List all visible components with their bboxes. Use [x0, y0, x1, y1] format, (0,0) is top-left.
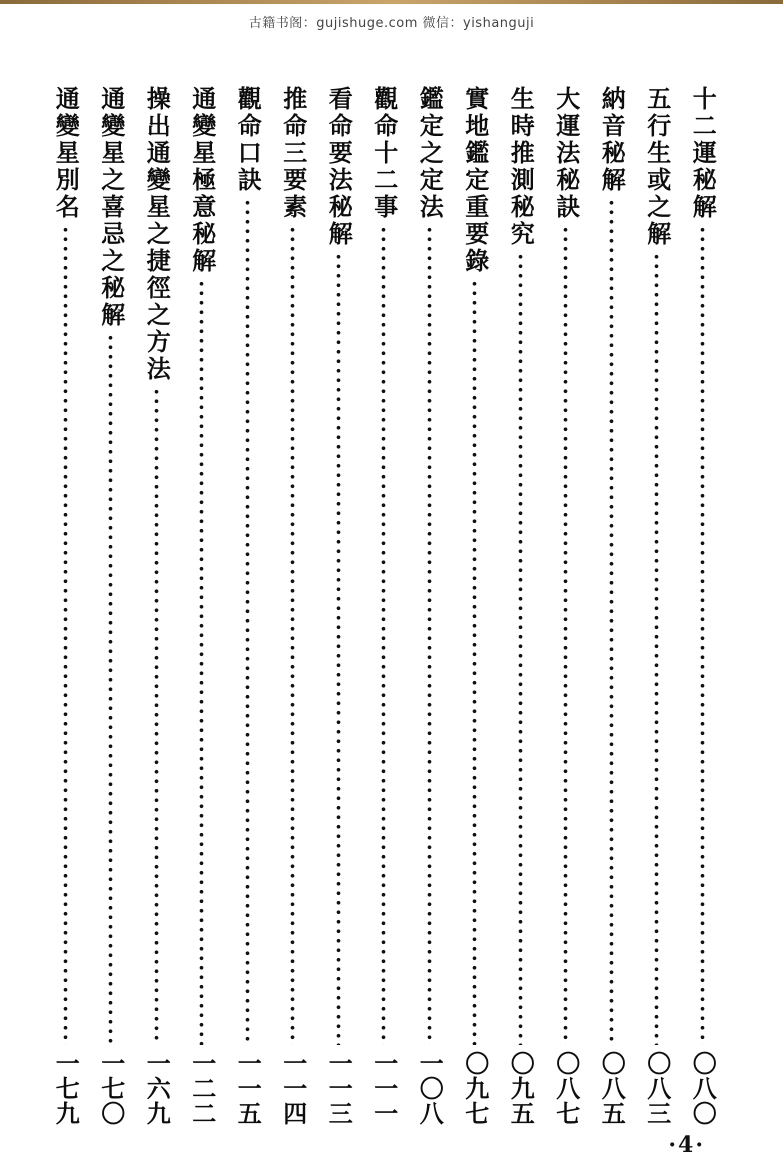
toc-entry: [225, 86, 271, 1126]
dot-leader: [108, 333, 113, 1045]
toc-column: [498, 86, 544, 1126]
toc-entry: [543, 86, 589, 1126]
toc-entry: [134, 86, 180, 1126]
entry-page-number: 一一三: [324, 1051, 354, 1126]
entry-title: 十二運秘解: [688, 86, 718, 221]
toc-column: [88, 86, 134, 1126]
dot-leader: [154, 387, 159, 1045]
dot-leader: [336, 252, 341, 1045]
toc-column: [179, 86, 225, 1126]
toc-entry: [589, 86, 635, 1126]
toc-column: [43, 86, 89, 1126]
toc-column: [589, 86, 635, 1126]
entry-page-number: 〇八七: [551, 1051, 581, 1126]
toc-column: [634, 86, 680, 1126]
entry-page-number: 〇八五: [597, 1051, 627, 1126]
dot-leader: [654, 252, 659, 1045]
entry-title: 納音秘解: [597, 86, 627, 194]
entry-page-number: 一〇八: [415, 1051, 445, 1126]
dot-leader: [199, 279, 204, 1045]
toc-entry: [452, 86, 498, 1126]
toc-column: [543, 86, 589, 1126]
toc-entry: [270, 86, 316, 1126]
entry-page-number: 〇八三: [642, 1051, 672, 1126]
toc-entry: [634, 86, 680, 1126]
entry-title: 五行生或之解: [642, 86, 672, 248]
toc-entry: [43, 86, 89, 1126]
entry-page-number: 一一四: [278, 1051, 308, 1126]
toc-column: [361, 86, 407, 1126]
entry-title: 生時推測秘究: [506, 86, 536, 248]
toc-entry: [179, 86, 225, 1126]
entry-page-number: 一六九: [142, 1051, 172, 1126]
toc-column: [316, 86, 362, 1126]
entry-page-number: 〇八〇: [688, 1051, 718, 1126]
dot-leader: [290, 225, 295, 1045]
entry-title: 看命要法秘解: [324, 86, 354, 248]
dot-leader: [63, 225, 68, 1045]
entry-title: 大運法秘訣: [551, 86, 581, 221]
toc-column: [452, 86, 498, 1126]
watermark-text: 古籍书阁：gujishuge.com 微信：yishanguji: [248, 16, 535, 31]
dot-leader: [245, 198, 250, 1045]
entry-page-number: 一七〇: [96, 1051, 126, 1126]
entry-title: 通變星別名: [51, 86, 81, 221]
entry-page-number: 一一一: [369, 1051, 399, 1126]
entry-page-number: 〇九七: [460, 1051, 490, 1126]
entry-page-number: 〇九五: [506, 1051, 536, 1126]
toc-column: [225, 86, 271, 1126]
toc-entry: [361, 86, 407, 1126]
entry-title: 通變星極意秘解: [187, 86, 217, 275]
dot-leader: [563, 225, 568, 1045]
entry-page-number: 一二二: [187, 1051, 217, 1126]
toc-entry: [407, 86, 453, 1126]
entry-title: 操出通變星之捷徑之方法: [142, 86, 172, 383]
table-of-contents: [43, 86, 726, 1126]
entry-title: 觀命十二事: [369, 86, 399, 221]
toc-entry: [498, 86, 544, 1126]
toc-column: [407, 86, 453, 1126]
dot-leader: [700, 225, 705, 1045]
toc-column: [270, 86, 316, 1126]
toc-column: [680, 86, 726, 1126]
dot-leader: [609, 198, 614, 1045]
entry-page-number: 一七九: [51, 1051, 81, 1126]
dot-leader: [427, 225, 432, 1045]
page-number: ·4·: [668, 1132, 705, 1158]
top-border: [0, 0, 783, 4]
dot-leader: [472, 279, 477, 1045]
toc-entry: [316, 86, 362, 1126]
entry-title: 鑑定之定法: [415, 86, 445, 221]
entry-title: 推命三要素: [278, 86, 308, 221]
entry-title: 觀命口訣: [233, 86, 263, 194]
toc-column: [134, 86, 180, 1126]
toc-entry: [88, 86, 134, 1126]
entry-page-number: 一一五: [233, 1051, 263, 1126]
entry-title: 通變星之喜忌之秘解: [96, 86, 126, 329]
entry-title: 實地鑑定重要錄: [460, 86, 490, 275]
dot-leader: [381, 225, 386, 1045]
dot-leader: [518, 252, 523, 1045]
toc-entry: [680, 86, 726, 1126]
